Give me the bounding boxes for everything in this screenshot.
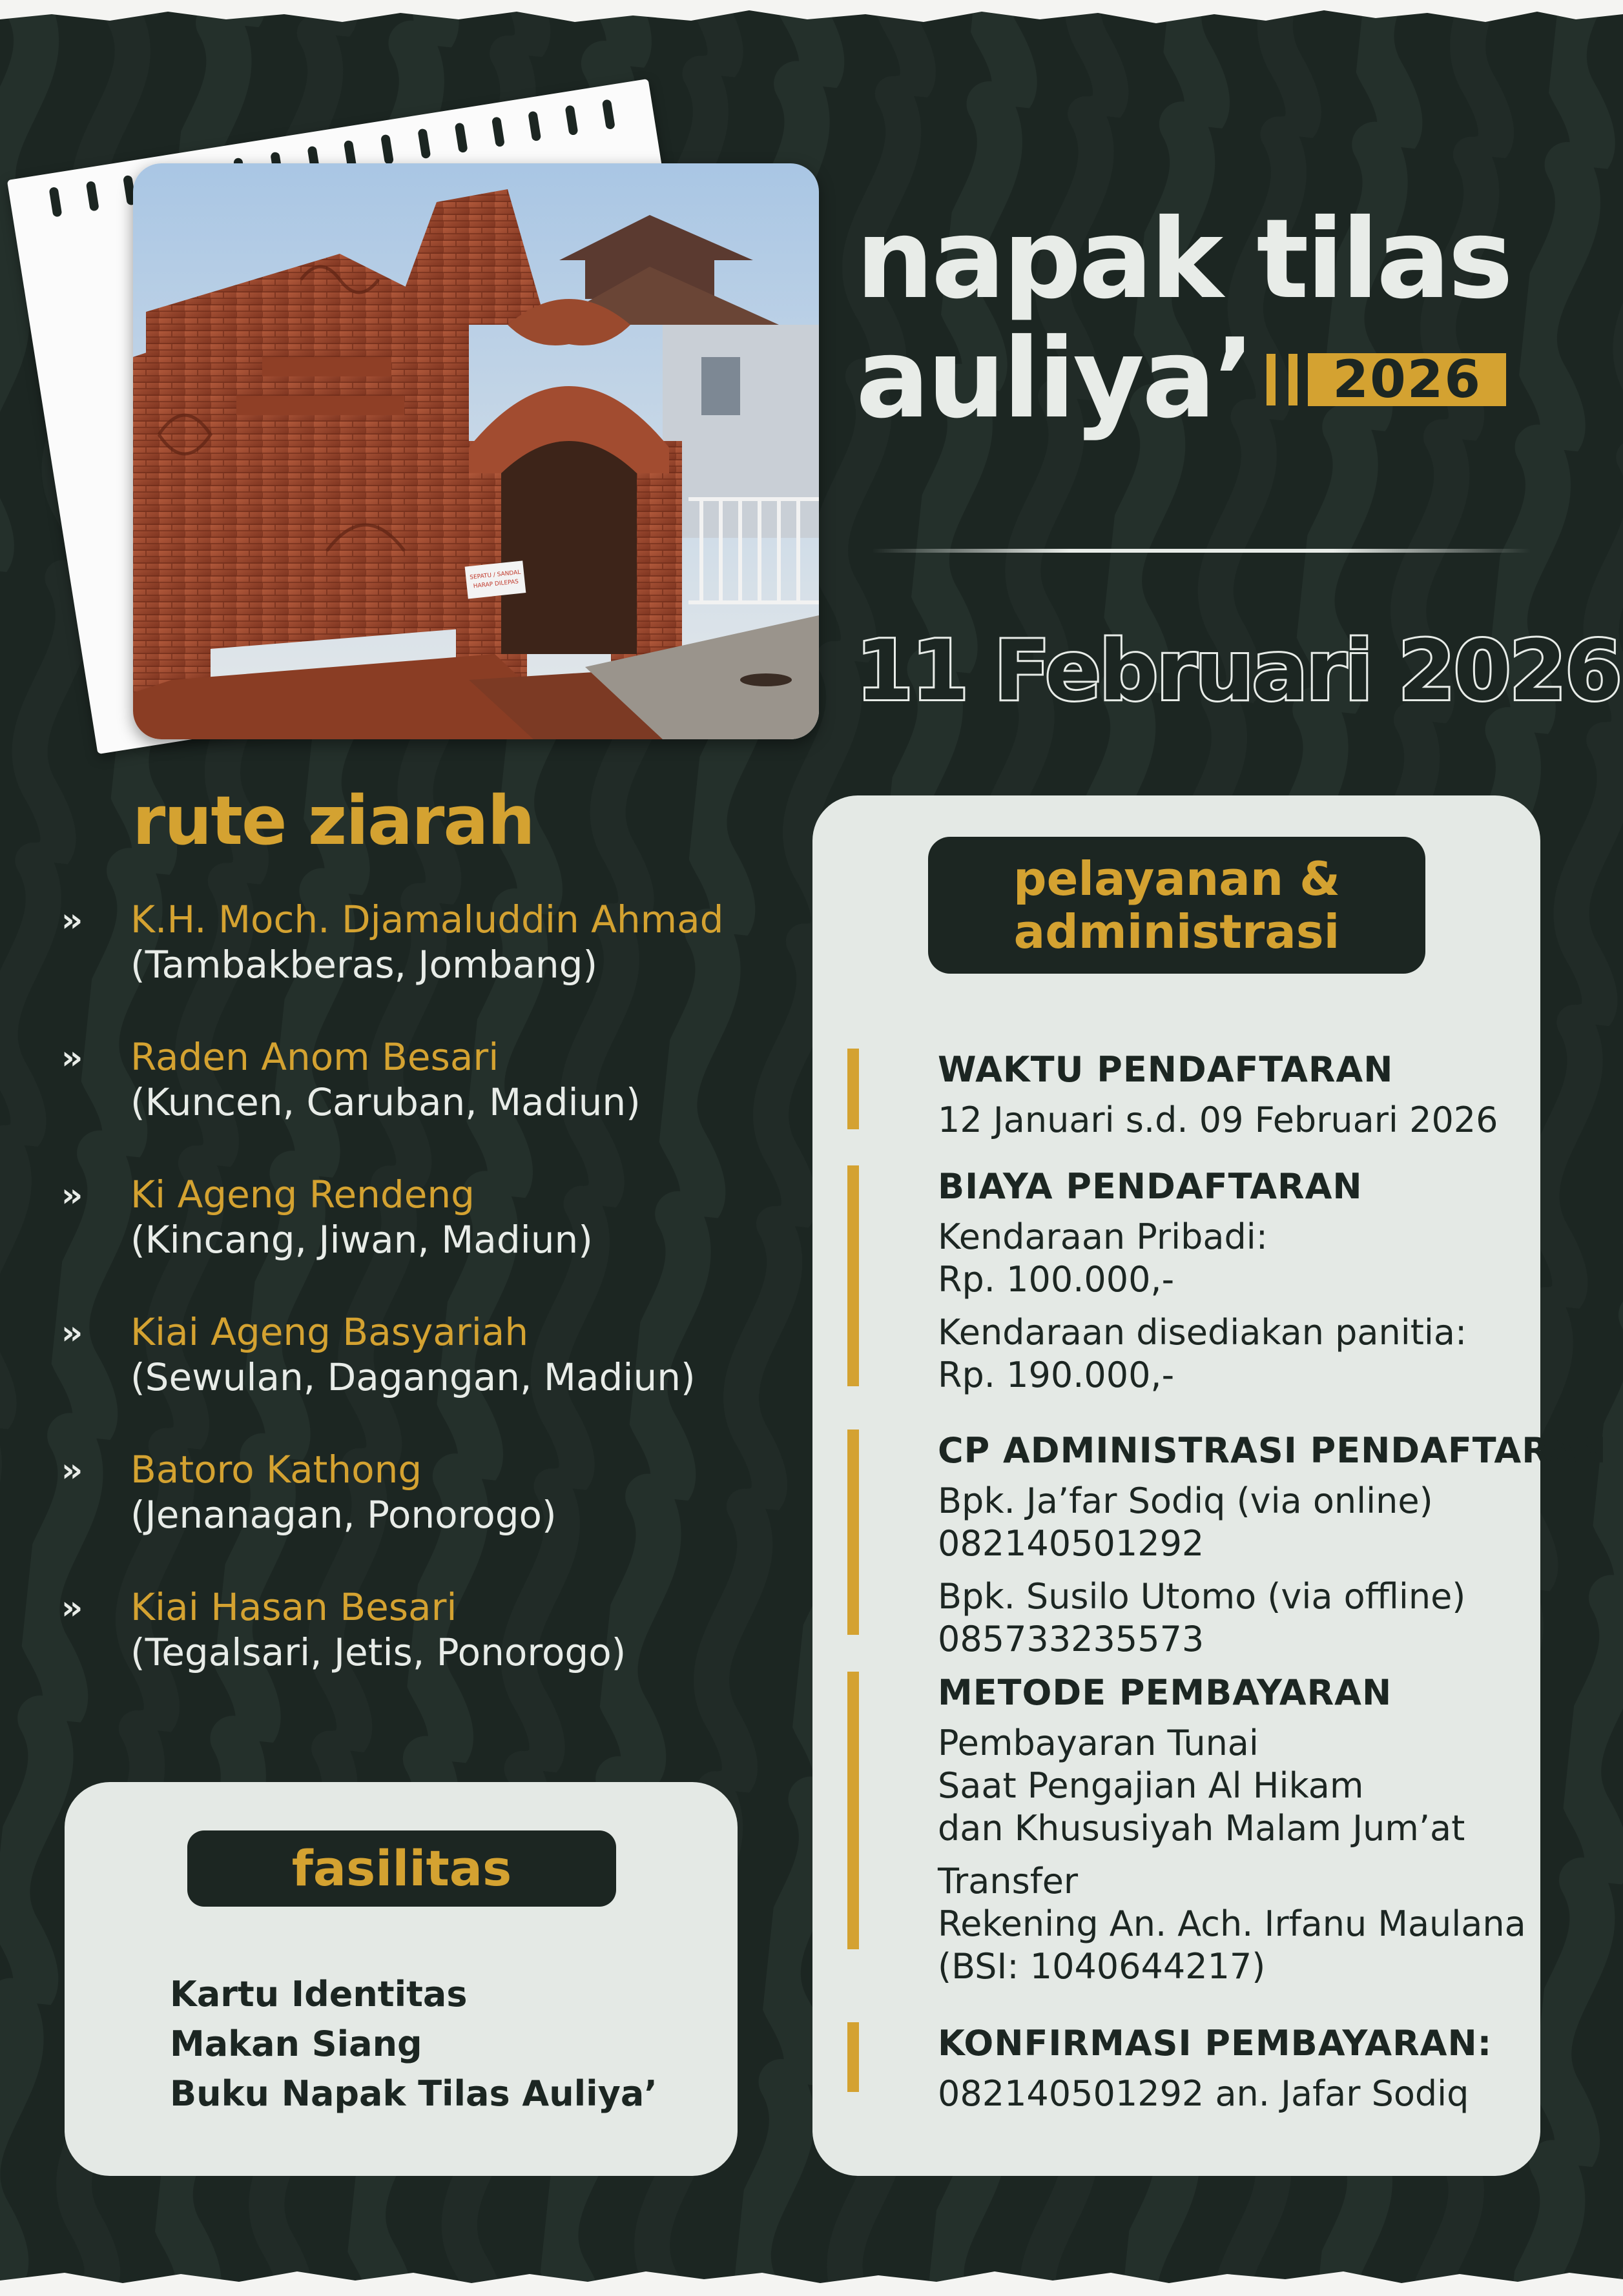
metode-tunai-2: Saat Pengajian Al Hikam xyxy=(938,1765,1364,1806)
cp-online-phone: 082140501292 xyxy=(938,1523,1204,1564)
double-chevron-icon: ›› xyxy=(61,1314,78,1351)
metode-tunai-1: Pembayaran Tunai xyxy=(938,1723,1259,1763)
photo-sign-line1: SEPATU / SANDAL xyxy=(469,569,521,581)
section-accent-bar xyxy=(847,2022,859,2092)
biaya-pribadi-label: Kendaraan Pribadi: xyxy=(938,1216,1268,1257)
fasilitas-item: Makan Siang xyxy=(170,2024,422,2064)
route-name: Batoro Kathong xyxy=(130,1448,422,1491)
section-accent-bar xyxy=(847,1049,859,1129)
title-divider xyxy=(872,549,1531,553)
year-badge: 2026 xyxy=(1308,353,1506,406)
metode-tunai-3: dan Khususiyah Malam Jum’at xyxy=(938,1808,1465,1849)
event-title xyxy=(856,196,1511,443)
title-accent-bar-2 xyxy=(1288,354,1297,405)
pelayanan-heading-line2: administrasi xyxy=(1013,905,1340,959)
metode-transfer-2: Rekening An. Ach. Irfanu Maulana xyxy=(938,1903,1526,1944)
torn-edge-top xyxy=(0,0,1623,36)
route-name: Ki Ageng Rendeng xyxy=(130,1173,475,1216)
route-name: Raden Anom Besari xyxy=(130,1035,499,1079)
torn-edge-bottom xyxy=(0,2260,1623,2296)
waktu-heading: WAKTU PENDAFTARAN xyxy=(938,1049,1394,1090)
cp-online-name: Bpk. Ja’far Sodiq (via online) xyxy=(938,1481,1433,1521)
metode-transfer-1: Transfer xyxy=(938,1861,1079,1901)
fasilitas-heading: fasilitas xyxy=(187,1830,616,1907)
konfirmasi-heading: KONFIRMASI PEMBAYARAN: xyxy=(938,2023,1493,2064)
cp-heading: CP ADMINISTRASI PENDAFTARAN xyxy=(938,1430,1607,1471)
title-line1: napak tilas xyxy=(856,196,1511,323)
route-name: Kiai Ageng Basyariah xyxy=(130,1310,529,1354)
route-place: (Jenanagan, Ponorogo) xyxy=(130,1493,557,1537)
route-name: Kiai Hasan Besari xyxy=(130,1585,457,1629)
fasilitas-card xyxy=(65,1782,738,2176)
cp-offline-phone: 085733235573 xyxy=(938,1619,1204,1659)
double-chevron-icon: ›› xyxy=(61,1176,78,1214)
route-place: (Tambakberas, Jombang) xyxy=(130,943,598,987)
route-place: (Sewulan, Dagangan, Madiun) xyxy=(130,1355,696,1399)
double-chevron-icon: ›› xyxy=(61,1039,78,1076)
biaya-panitia-price: Rp. 190.000,- xyxy=(938,1355,1175,1395)
pelayanan-heading xyxy=(928,837,1425,974)
title-line2: auliya’ xyxy=(856,315,1253,443)
konfirmasi-value: 082140501292 an. Jafar Sodiq xyxy=(938,2073,1469,2114)
double-chevron-icon: ›› xyxy=(61,1589,78,1626)
pelayanan-card xyxy=(812,795,1607,2176)
rute-heading: rute ziarah xyxy=(132,781,534,860)
pelayanan-heading-line1: pelayanan & xyxy=(1013,852,1340,906)
biaya-heading: BIAYA PENDAFTARAN xyxy=(938,1166,1363,1207)
fasilitas-item: Kartu Identitas xyxy=(170,1974,468,2014)
route-place: (Tegalsari, Jetis, Ponorogo) xyxy=(130,1630,626,1674)
fasilitas-list xyxy=(170,1969,657,2118)
title-accent-bar xyxy=(1266,354,1276,405)
temple-gate-photo xyxy=(133,163,819,739)
metode-heading: METODE PEMBAYARAN xyxy=(938,1672,1392,1713)
cp-offline-name: Bpk. Susilo Utomo (via offline) xyxy=(938,1576,1466,1617)
fasilitas-item: Buku Napak Tilas Auliya’ xyxy=(170,2073,657,2114)
photo-sign-line2: HARAP DILEPAS xyxy=(473,579,519,590)
route-name: K.H. Moch. Djamaluddin Ahmad xyxy=(130,897,724,941)
section-accent-bar xyxy=(847,1165,859,1386)
section-accent-bar xyxy=(847,1672,859,1949)
double-chevron-icon: ›› xyxy=(61,901,78,939)
waktu-value: 12 Januari s.d. 09 Februari 2026 xyxy=(938,1100,1498,1140)
event-date: 11 Februari 2026 xyxy=(856,623,1620,719)
route-place: (Kincang, Jiwan, Madiun) xyxy=(130,1218,593,1262)
route-place: (Kuncen, Caruban, Madiun) xyxy=(130,1080,641,1124)
biaya-pribadi-price: Rp. 100.000,- xyxy=(938,1259,1175,1300)
metode-transfer-3: (BSI: 1040644217) xyxy=(938,1946,1266,1987)
section-accent-bar xyxy=(847,1430,859,1635)
biaya-panitia-label: Kendaraan disediakan panitia: xyxy=(938,1312,1467,1353)
double-chevron-icon: ›› xyxy=(61,1451,78,1489)
